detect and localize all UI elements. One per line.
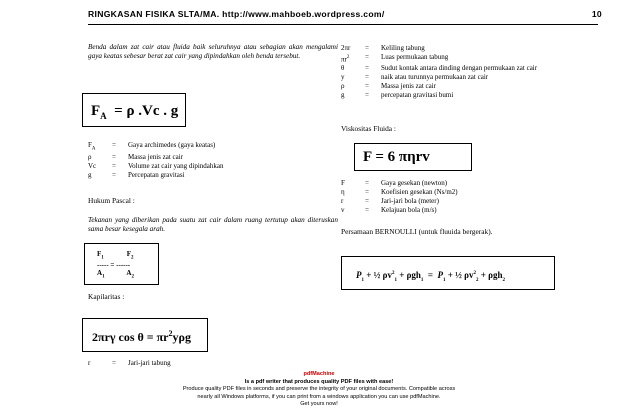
definition-row: v = Kelajuan bola (m/s) <box>341 206 437 214</box>
bernoulli-formula-box: $P_1$ + ½ $\rho v^2_1 + \rho gh_1 = P_1$ + ½ $\rho v^2_2 + \rho gh_2$ <box>341 256 555 290</box>
definition-row: $\pi r^2$ = Luas permukaan tabung <box>341 53 449 64</box>
header-title: RINGKASAN FISIKA SLTA/MA. http://www.mahboeb.wordpress.com/ <box>88 9 385 19</box>
archimedes-formula-box <box>82 93 186 127</box>
definition-row: η = Koefisien gesekan (Ns/m2) <box>341 188 458 196</box>
page-header <box>88 4 602 25</box>
definition-row: g = percepatan gravitasi bumi <box>341 91 454 100</box>
bernoulli-title: Persamaan BERNOULLI (untuk fluuida bergerak). <box>341 227 493 236</box>
formula-symbol: F <box>91 103 101 119</box>
viskositas-title: Viskositas Fluida : <box>341 124 396 133</box>
pdfmachine-brand[interactable]: pdfMachine <box>303 371 335 377</box>
kapilaritas-formula-box: 2πrγ $\cos \theta = \pi r^2y\rho g$ <box>82 318 208 352</box>
archimedes-definitions <box>88 141 224 180</box>
pdfmachine-line2: nearly all Windows platforms, if you can print from a windows application you can use pdfMachine. <box>197 393 441 400</box>
archimedes-intro: Benda dalam zat cair atau fluida baik seluruhnya atau sebagian akan mengalami gaya keatas sebesar berat zat cair yang dipindahkan oleh benda tersebut. <box>88 43 338 60</box>
definition-row: ρ = Massa jenis zat cair <box>341 82 437 91</box>
pdfmachine-line3[interactable]: Get yours now! <box>300 401 338 408</box>
definition-row: 2πr = Keliling tabung <box>341 44 425 52</box>
definition-row: Vc = Volume zat cair yang dipindahkan <box>88 162 224 171</box>
kapilaritas-title: Kapilaritas : <box>88 292 125 301</box>
definition-row: r = Jari-jari bola (meter) <box>341 197 439 205</box>
kapilaritas-definitions-right <box>341 44 537 100</box>
pascal-formula-box: $F_1$ $F_2$ ----- = ------ $A_1$ $A_2$ <box>84 243 159 285</box>
pdfmachine-line1: Produce quality PDF files in seconds and preserve the integrity of your original documents. Compatible across <box>182 386 456 393</box>
definition-row: $F_A$ = Gaya archimedes (gaya keatas) <box>88 141 216 152</box>
pascal-text: Tekanan yang diberikan pada suatu zat cair dalam ruang tertutup akan diteruskan sama besar kesegala arah. <box>88 216 338 233</box>
definition-row: y = naik atau turunnya permukaan zat cair <box>341 73 489 82</box>
definition-row: F = Gaya gesekan (newton) <box>341 179 448 187</box>
definition-row: θ = Sudut kontak antara dinding dengan permukaan zat cair <box>341 64 538 73</box>
kapilaritas-definitions-left <box>88 359 171 368</box>
viskositas-definitions <box>341 179 458 215</box>
definition-row: ρ = Massa jenis zat cair <box>88 153 184 162</box>
pdfmachine-tagline: Is a pdf writer that produces quality PDF files with ease! <box>244 378 394 385</box>
page-number: 10 <box>591 9 602 19</box>
pascal-title: Hukum Pascal : <box>88 196 135 205</box>
pdfmachine-footer <box>0 371 638 415</box>
formula-rhs: = ρ .Vc . g <box>114 103 179 119</box>
definition-row: r = Jari-jari tabung <box>88 359 171 367</box>
formula-subscript: A <box>100 111 107 121</box>
definition-row: g = Percepatan gravitasi <box>88 171 185 180</box>
viskositas-formula-box: F = 6 πηrv <box>354 143 472 171</box>
